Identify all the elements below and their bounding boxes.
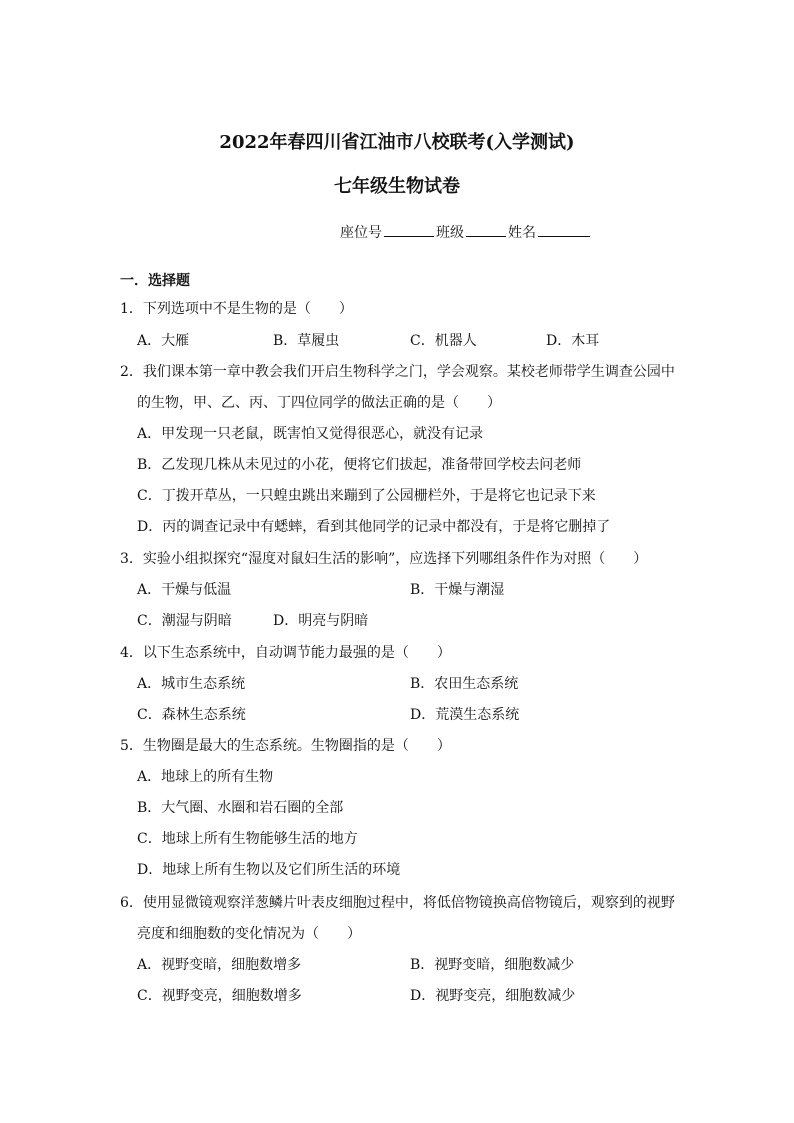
question-5-option-a: A．地球上的所有生物: [137, 769, 274, 785]
section-heading: 一．选择题: [120, 273, 190, 289]
question-2-stem-line-1: 2．我们课本第一章中教会我们开启生物科学之门，学会观察。某校老师带学生调查公园中: [120, 364, 675, 380]
question-6-option-b: B．视野变暗，细胞数减少: [410, 957, 575, 973]
question-1-option-a: A．大雁: [137, 333, 190, 349]
question-3-stem: 3．实验小组拟探究“湿度对鼠妇生活的影响”，应选择下列哪组条件作为对照（ ）: [120, 551, 648, 567]
question-2-stem-line-2: 的生物，甲、乙、丙、丁四位同学的做法正确的是（ ）: [137, 395, 501, 411]
question-4-option-b: B．农田生态系统: [410, 676, 519, 692]
question-1-option-c: C．机器人: [410, 333, 477, 349]
question-4-option-c: C．森林生态系统: [137, 707, 246, 723]
question-5-option-d: D．地球上所有生物以及它们所生活的环境: [137, 862, 401, 878]
question-4-option-d: D．荒漠生态系统: [410, 707, 520, 723]
question-2-option-d: D．丙的调查记录中有蟋蟀，看到其他同学的记录中都没有，于是将它删掉了: [137, 519, 611, 535]
question-3-option-a: A．干燥与低温: [137, 582, 232, 598]
question-1-option-b: B．草履虫: [273, 333, 340, 349]
question-6-option-c: C．视野变亮，细胞数增多: [137, 988, 302, 1004]
question-2-option-b: B．乙发现几株从未见过的小花，便将它们拔起，准备带回学校去问老师: [137, 457, 582, 473]
question-6-stem-line-1: 6．使用显微镜观察洋葱鳞片叶表皮细胞过程中，将低倍物镜换高倍物镜后，观察到的视野: [120, 895, 675, 911]
class-label: 班级: [436, 225, 464, 241]
question-3-option-b: B．干燥与潮湿: [410, 582, 505, 598]
question-6-option-d: D．视野变亮，细胞数减少: [410, 988, 576, 1004]
question-4-option-a: A．城市生态系统: [137, 676, 246, 692]
class-blank[interactable]: [466, 222, 506, 237]
seat-blank[interactable]: [384, 222, 434, 237]
question-6-stem-line-2: 亮度和细胞数的变化情况为（ ）: [137, 926, 361, 942]
question-6-option-a: A．视野变暗，细胞数增多: [137, 957, 302, 973]
question-1-option-d: D．木耳: [546, 333, 600, 349]
question-1-stem: 1．下列选项中不是生物的是（ ）: [120, 301, 353, 317]
exam-subtitle: 七年级生物试卷: [334, 176, 460, 197]
name-blank[interactable]: [538, 222, 590, 237]
question-3-option-c: C．潮湿与阴暗: [137, 613, 232, 629]
question-5-option-c: C．地球上所有生物能够生活的地方: [137, 831, 358, 847]
name-label: 姓名: [508, 225, 536, 241]
exam-title: 2022年春四川省江油市八校联考(入学测试): [219, 132, 575, 153]
student-info-line: [340, 222, 592, 242]
question-2-option-a: A．甲发现一只老鼠，既害怕又觉得很恶心，就没有记录: [137, 426, 484, 442]
seat-label: 座位号: [340, 225, 382, 241]
question-4-stem: 4．以下生态系统中，自动调节能力最强的是（ ）: [120, 645, 451, 661]
question-2-option-c: C．丁拨开草丛，一只蝗虫跳出来蹦到了公园栅栏外，于是将它也记录下来: [137, 488, 596, 504]
question-5-option-b: B．大气圈、水圈和岩石圈的全部: [137, 800, 344, 816]
question-5-stem: 5．生物圈是最大的生态系统。生物圈指的是（ ）: [120, 738, 451, 754]
question-3-option-d: D．明亮与阴暗: [273, 613, 369, 629]
